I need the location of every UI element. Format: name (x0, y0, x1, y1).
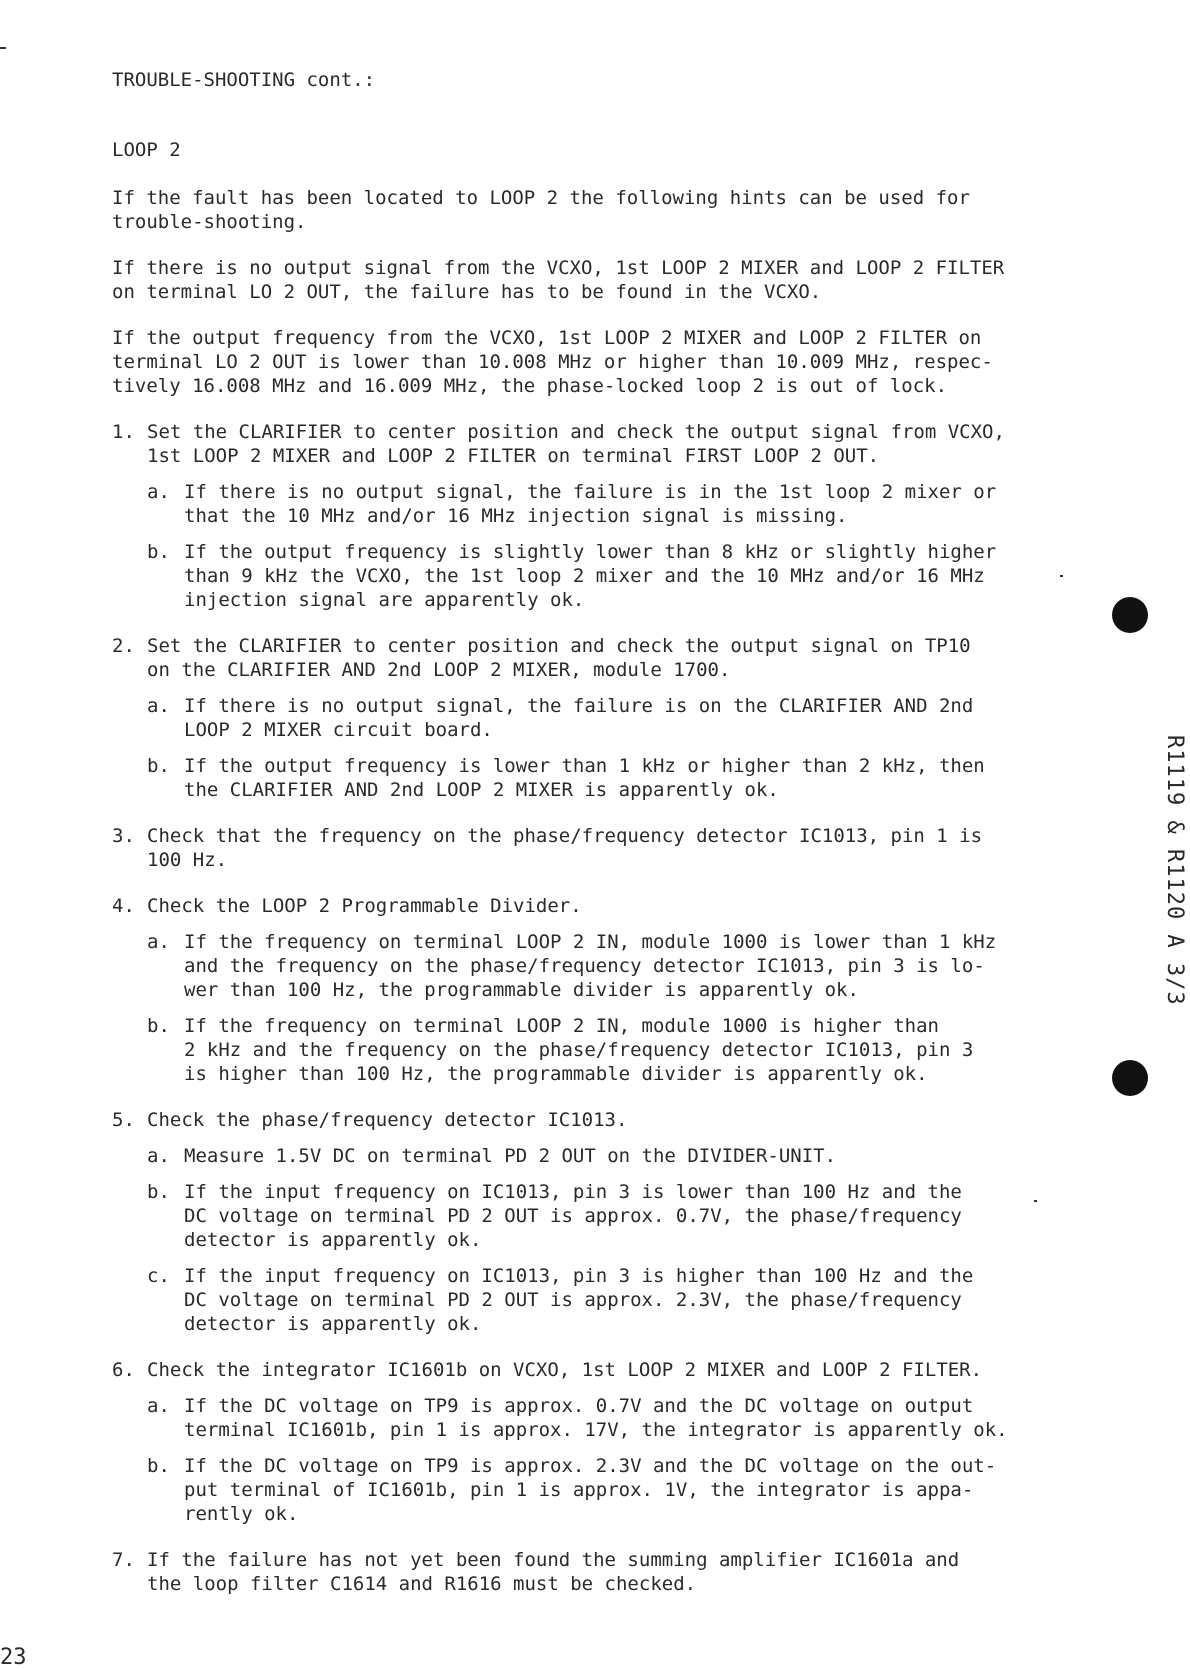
step-number: 5. (112, 1109, 135, 1131)
text-line: If the input frequency on IC1013, pin 3 is lower than 100 Hz and the (184, 1181, 962, 1203)
sub-step-text (184, 1394, 1062, 1442)
text-line: Measure 1.5V DC on terminal PD 2 OUT on the DIVIDER-UNIT. (184, 1145, 837, 1167)
sub-step-letter: a. (147, 695, 170, 717)
text-line: and the frequency on the phase/frequency detector IC1013, pin 3 is lo- (184, 955, 985, 977)
step-text (147, 894, 1062, 918)
sub-step-letter: b. (147, 1455, 170, 1477)
sub-step-item (147, 1014, 1062, 1086)
text-line: detector is apparently ok. (184, 1229, 482, 1251)
sub-step-text (184, 1144, 1062, 1168)
text-line: injection signal are apparently ok. (184, 589, 585, 611)
text-line: If the failure has not yet been found the summing amplifier IC1601a and (147, 1549, 960, 1571)
intro-paragraph (112, 256, 1062, 304)
intro-paragraphs (112, 186, 1062, 398)
text-line: terminal LO 2 OUT is lower than 10.008 MHz or higher than 10.009 MHz, respec- (112, 351, 993, 373)
margin-mark (0, 47, 6, 49)
text-line: that the 10 MHz and/or 16 MHz injection signal is missing. (184, 505, 848, 527)
text-line: Check that the frequency on the phase/frequency detector IC1013, pin 1 is (147, 825, 983, 847)
sub-step-letter: a. (147, 481, 170, 503)
text-line: If the output frequency is slightly lower than 8 kHz or slightly higher (184, 541, 997, 563)
step-text (147, 420, 1062, 468)
step-number: 1. (112, 421, 135, 443)
text-line: than 9 kHz the VCXO, the 1st loop 2 mixer and the 10 MHz and/or 16 MHz (184, 565, 985, 587)
text-line: If the DC voltage on TP9 is approx. 2.3V and the DC voltage on the out- (184, 1455, 997, 1477)
troubleshooting-steps (112, 420, 1062, 1596)
sub-step-text (184, 540, 1062, 612)
page-header: TROUBLE-SHOOTING cont.: (112, 69, 376, 91)
sub-step-letter: b. (147, 755, 170, 777)
text-line: 2 kHz and the frequency on the phase/frequency detector IC1013, pin 3 (184, 1039, 974, 1061)
text-line: If the input frequency on IC1013, pin 3 is higher than 100 Hz and the (184, 1265, 974, 1287)
text-line: terminal IC1601b, pin 1 is approx. 17V, the integrator is apparently ok. (184, 1419, 1008, 1441)
sub-step-letter: b. (147, 1181, 170, 1203)
step-number: 3. (112, 825, 135, 847)
sub-step-item (147, 1454, 1062, 1526)
sub-step-text (184, 1014, 1062, 1086)
sub-step-letter: a. (147, 1395, 170, 1417)
step-item (112, 894, 1062, 1086)
step-text (147, 1108, 1062, 1132)
step-number: 4. (112, 895, 135, 917)
document-body (112, 68, 1062, 1618)
margin-mark (1060, 575, 1063, 577)
step-item (112, 1548, 1062, 1596)
text-line: detector is apparently ok. (184, 1313, 482, 1335)
text-line: 1st LOOP 2 MIXER and LOOP 2 FILTER on terminal FIRST LOOP 2 OUT. (147, 445, 880, 467)
sub-step-letter: c. (147, 1265, 170, 1287)
text-line: is higher than 100 Hz, the programmable divider is apparently ok. (184, 1063, 928, 1085)
text-line: Set the CLARIFIER to center position and check the output signal on TP10 (147, 635, 971, 657)
sub-step-item (147, 1264, 1062, 1336)
text-line: If the frequency on terminal LOOP 2 IN, module 1000 is lower than 1 kHz (184, 931, 997, 953)
text-line: DC voltage on terminal PD 2 OUT is approx. 2.3V, the phase/frequency (184, 1289, 962, 1311)
text-line: the CLARIFIER AND 2nd LOOP 2 MIXER is apparently ok. (184, 779, 779, 801)
sub-step-letter: b. (147, 541, 170, 563)
text-line: wer than 100 Hz, the programmable divider is apparently ok. (184, 979, 859, 1001)
margin-mark (1034, 1200, 1037, 1202)
text-line: If the frequency on terminal LOOP 2 IN, module 1000 is higher than (184, 1015, 939, 1037)
text-line: put terminal of IC1601b, pin 1 is approx. 1V, the integrator is appa- (184, 1479, 974, 1501)
text-line: LOOP 2 MIXER circuit board. (184, 719, 493, 741)
sub-step-letter: a. (147, 1145, 170, 1167)
sub-step-text (184, 930, 1062, 1002)
text-line: trouble-shooting. (112, 211, 307, 233)
text-line: If the output frequency from the VCXO, 1st LOOP 2 MIXER and LOOP 2 FILTER on (112, 327, 982, 349)
text-line: If the output frequency is lower than 1 kHz or higher than 2 kHz, then (184, 755, 985, 777)
text-line: 100 Hz. (147, 849, 228, 871)
step-text (147, 824, 1062, 872)
step-item (112, 1108, 1062, 1336)
text-line: If there is no output signal, the failure is on the CLARIFIER AND 2nd (184, 695, 974, 717)
step-item (112, 634, 1062, 802)
step-number: 6. (112, 1359, 135, 1381)
sub-step-item (147, 480, 1062, 528)
sub-step-text (184, 480, 1062, 528)
text-line: If the DC voltage on TP9 is approx. 0.7V and the DC voltage on output (184, 1395, 974, 1417)
sub-step-text (184, 1264, 1062, 1336)
sub-step-item (147, 1394, 1062, 1442)
sub-step-item (147, 540, 1062, 612)
sub-step-item (147, 930, 1062, 1002)
sub-step-text (184, 694, 1062, 742)
text-line: DC voltage on terminal PD 2 OUT is approx. 0.7V, the phase/frequency (184, 1205, 962, 1227)
sub-step-text (184, 1454, 1062, 1526)
sub-step-item (147, 754, 1062, 802)
text-line: Check the LOOP 2 Programmable Divider. (147, 895, 582, 917)
text-line: rently ok. (184, 1503, 299, 1525)
sub-step-item (147, 1180, 1062, 1252)
text-line: Check the phase/frequency detector IC1013. (147, 1109, 628, 1131)
sub-step-letter: b. (147, 1015, 170, 1037)
binder-hole-marker (1112, 597, 1148, 633)
sub-step-text (184, 754, 1062, 802)
page-number: 23 (0, 1645, 27, 1670)
text-line: If the fault has been located to LOOP 2 the following hints can be used for (112, 187, 970, 209)
step-text (147, 1548, 1062, 1596)
step-text (147, 634, 1062, 682)
text-line: tively 16.008 MHz and 16.009 MHz, the phase-locked loop 2 is out of lock. (112, 375, 948, 397)
text-line: on terminal LO 2 OUT, the failure has to be found in the VCXO. (112, 281, 822, 303)
sub-step-text (184, 1180, 1062, 1252)
intro-paragraph (112, 326, 1062, 398)
document-reference-label: R1119 & R1120 A 3/3 (1162, 735, 1187, 1006)
text-line: If there is no output signal from the VCXO, 1st LOOP 2 MIXER and LOOP 2 FILTER (112, 257, 1005, 279)
step-item (112, 824, 1062, 872)
binder-hole-marker (1112, 1060, 1148, 1096)
sub-step-letter: a. (147, 931, 170, 953)
step-item (112, 1358, 1062, 1526)
step-number: 2. (112, 635, 135, 657)
text-line: on the CLARIFIER AND 2nd LOOP 2 MIXER, module 1700. (147, 659, 731, 681)
sub-step-item (147, 1144, 1062, 1168)
step-item (112, 420, 1062, 612)
sub-step-item (147, 694, 1062, 742)
section-title: LOOP 2 (112, 139, 181, 161)
text-line: Set the CLARIFIER to center position and check the output signal from VCXO, (147, 421, 1005, 443)
intro-paragraph (112, 186, 1062, 234)
text-line: Check the integrator IC1601b on VCXO, 1st LOOP 2 MIXER and LOOP 2 FILTER. (147, 1359, 983, 1381)
step-text (147, 1358, 1062, 1382)
text-line: If there is no output signal, the failure is in the 1st loop 2 mixer or (184, 481, 997, 503)
step-number: 7. (112, 1549, 135, 1571)
text-line: the loop filter C1614 and R1616 must be checked. (147, 1573, 697, 1595)
